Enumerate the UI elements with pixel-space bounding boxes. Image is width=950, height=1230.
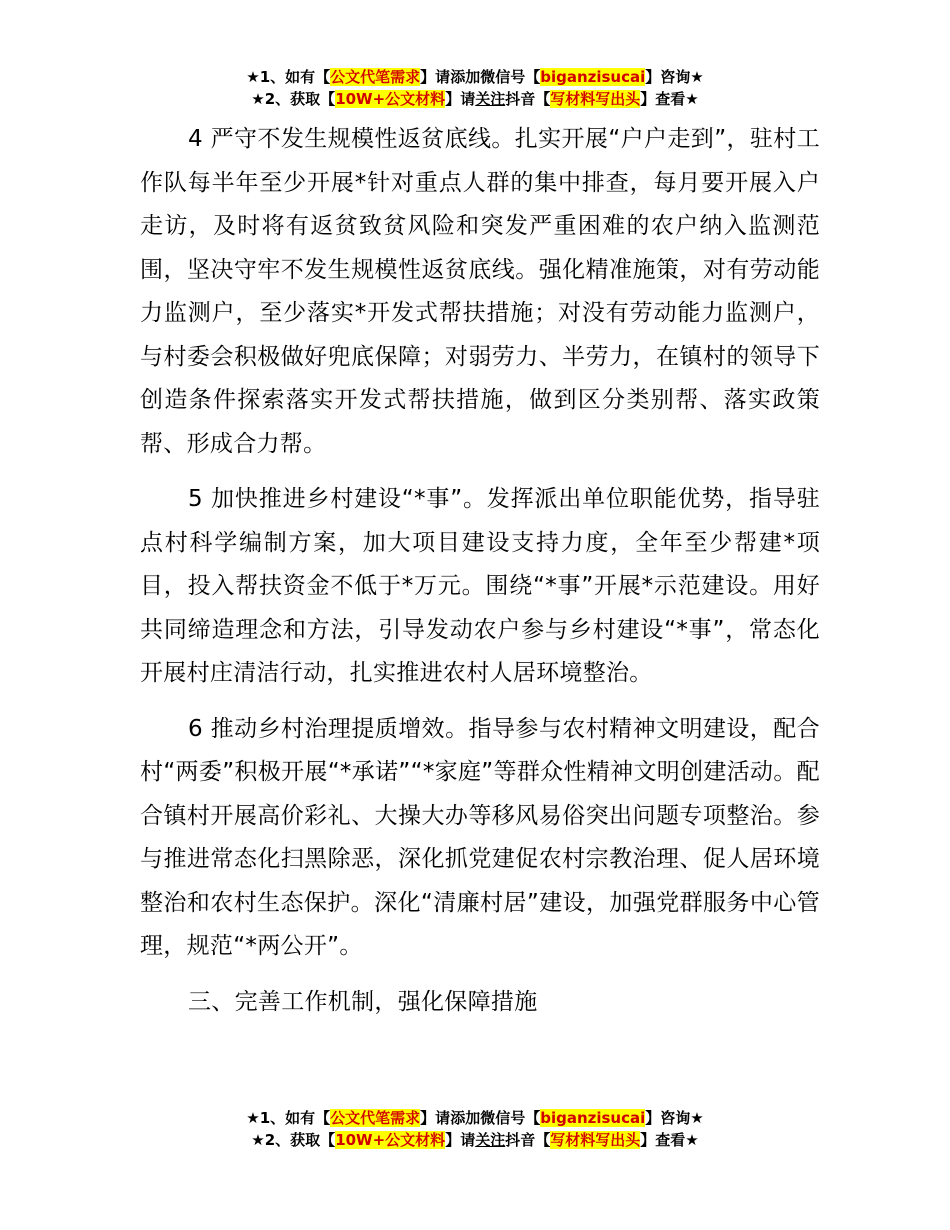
banner-highlight: 10W+公文材料 (335, 90, 446, 108)
banner-line-1: ★1、如有【公文代笔需求】请添加微信号【biganzisucai】咨询★ (246, 1109, 704, 1127)
banner-highlight: 写材料写出头 (550, 90, 641, 108)
document-body (140, 118, 820, 1024)
paragraph-4: 4 严守不发生规模性返贫底线。扎实开展“户户走到”，驻村工作队每半年至少开展*针对重点人群的集中排查，每月要开展入户走访，及时将有返贫致贫风险和突发严重困难的农户纳入监测范围，坚决守牢不发生规模性返贫底线。强化精准施策，对有劳动能力监测户，至少落实*开发式帮扶措施；对没有劳动能力监测户，与村委会积极做好兜底保障；对弱劳力、半劳力，在镇村的领导下创造条件探索落实开发式帮扶措施，做到区分类别帮、落实政策帮、形成合力帮。 (140, 126, 820, 457)
banner-highlight: biganzisucai (540, 1109, 646, 1127)
banner-highlight: 10W+公文材料 (335, 1131, 446, 1149)
banner-line-2: ★2、获取【10W+公文材料】请关注抖音【写材料写出头】查看★ (251, 1131, 699, 1149)
banner-line-2: ★2、获取【10W+公文材料】请关注抖音【写材料写出头】查看★ (251, 90, 699, 108)
paragraph-5: 5 加快推进乡村建设“*事”。发挥派出单位职能优势，指导驻点村科学编制方案，加大项目建设支持力度，全年至少帮建*项目，投入帮扶资金不低于*万元。围绕“*事”开展*示范建设。用好共同缔造理念和方法，引导发动农户参与乡村建设“*事”，常态化开展村庄清洁行动，扎实推进农村人居环境整治。 (140, 486, 820, 686)
banner-highlight: 公文代笔需求 (330, 1109, 421, 1127)
banner-highlight: 写材料写出头 (550, 1131, 641, 1149)
banner-line-1: ★1、如有【公文代笔需求】请添加微信号【biganzisucai】咨询★ (246, 68, 704, 86)
banner-highlight: 公文代笔需求 (330, 68, 421, 86)
section-heading-3: 三、完善工作机制，强化保障措施 (188, 988, 538, 1015)
banner-highlight: biganzisucai (540, 68, 646, 86)
paragraph-6: 6 推动乡村治理提质增效。指导参与农村精神文明建设，配合村“两委”积极开展“*承诺”“*家庭”等群众性精神文明创建活动。配合镇村开展高价彩礼、大操大办等移风易俗突出问题专项整治。参与推进常态化扫黑除恶，深化抓党建促农村宗教治理、促人居环境整治和农村生态保护。深化“清廉村居”建设，加强党群服务中心管理，规范“*两公开”。 (140, 715, 820, 959)
footer-banner (0, 1107, 950, 1151)
header-banner (0, 66, 950, 110)
